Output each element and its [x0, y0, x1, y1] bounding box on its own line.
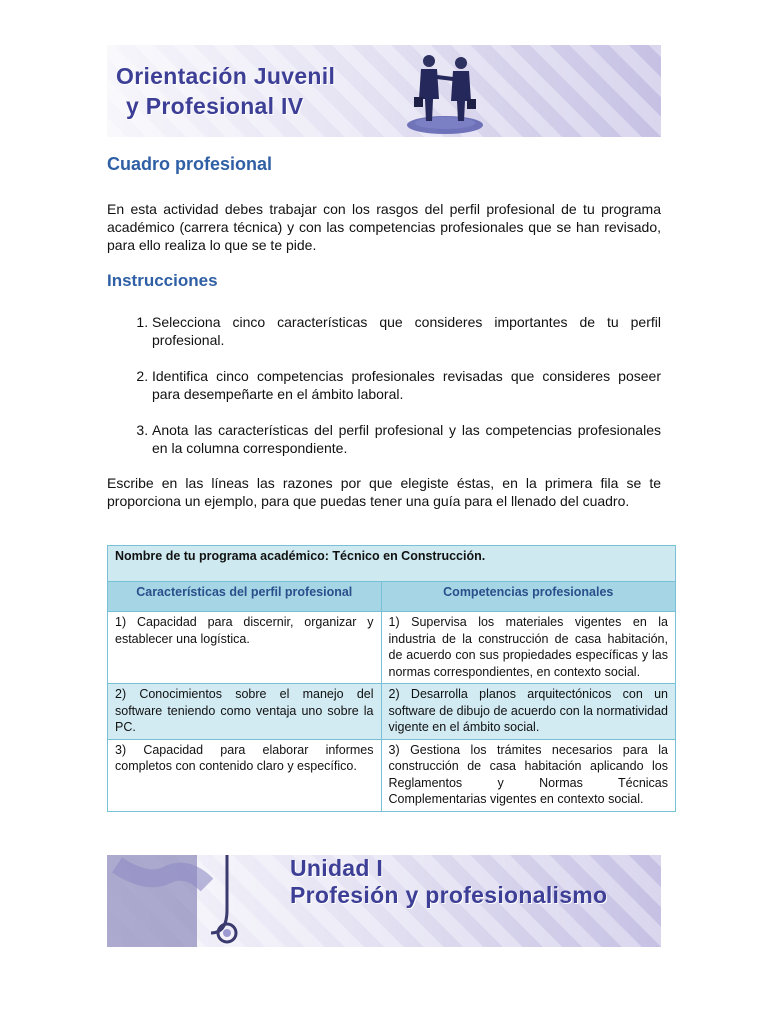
table-header-row	[108, 582, 676, 612]
header-banner	[107, 45, 661, 137]
page-title: Cuadro profesional	[107, 154, 273, 174]
footer-title-line2: Profesión y profesionalismo	[290, 882, 608, 908]
table-row	[108, 684, 676, 740]
banner-title-line2: y Profesional IV	[126, 93, 304, 119]
table-row	[108, 739, 676, 811]
footer-banner	[107, 855, 661, 947]
table-cell: 1) Supervisa los materiales vigentes en la industria de la construcción de casa habitación, de acuerdo con sus propiedades específicas y las normas correspondientes, en contexto social.	[381, 612, 675, 684]
footer-banner-title	[290, 855, 607, 909]
closing-paragraph: Escribe en las líneas las razones por que elegiste éstas, en la primera fila se te proporciona un ejemplo, para que puedas tener una guía para el llenado del cuadro.	[107, 475, 661, 509]
banner-title	[116, 61, 335, 121]
instruction-item: 3. Anota las características del perfil profesional y las competencias profesionales en la columna correspondiente.	[152, 421, 661, 457]
column-header-competencies: Competencias profesionales	[381, 582, 675, 612]
table-cell: 3) Gestiona los trámites necesarios para la construcción de casa habitación aplicando los Reglamentos y Normas Técnicas Complementarias vigentes en contexto social.	[381, 739, 675, 811]
business-people-icon	[407, 51, 487, 135]
table-cell: 2) Desarrolla planos arquitectónicos con un software de dibujo de acuerdo con la normatividad vigente en el ámbito social.	[381, 684, 675, 740]
table-cell: 3) Capacidad para elaborar informes completos con contenido claro y específico.	[108, 739, 382, 811]
instructions-heading: Instrucciones	[107, 271, 218, 290]
table-row	[108, 612, 676, 684]
profile-table	[107, 545, 676, 812]
table-program-row	[108, 546, 676, 582]
table-cell: 1) Capacidad para discernir, organizar y establecer una logística.	[108, 612, 382, 684]
column-header-characteristics: Características del perfil profesional	[108, 582, 382, 612]
footer-title-line1: Unidad I	[290, 855, 384, 881]
program-name: Nombre de tu programa académico: Técnico en Construcción.	[108, 546, 676, 582]
intro-paragraph: En esta actividad debes trabajar con los rasgos del perfil profesional de tu programa académico (carrera técnica) y con las competencias profesionales que se han revisado, para ello realiza lo que se te pide.	[107, 201, 661, 253]
instruction-item: 2. Identifica cinco competencias profesionales revisadas que consideres poseer para desempeñarte en el ámbito laboral.	[152, 367, 661, 403]
instruction-item: 1. Selecciona cinco características que consideres importantes de tu perfil profesional.	[152, 313, 661, 349]
banner-title-line1: Orientación Juvenil	[116, 63, 336, 89]
instructions-list	[107, 313, 661, 475]
table-cell: 2) Conocimientos sobre el manejo del software teniendo como ventaja uno sobre la PC.	[108, 684, 382, 740]
stethoscope-icon	[107, 855, 267, 947]
